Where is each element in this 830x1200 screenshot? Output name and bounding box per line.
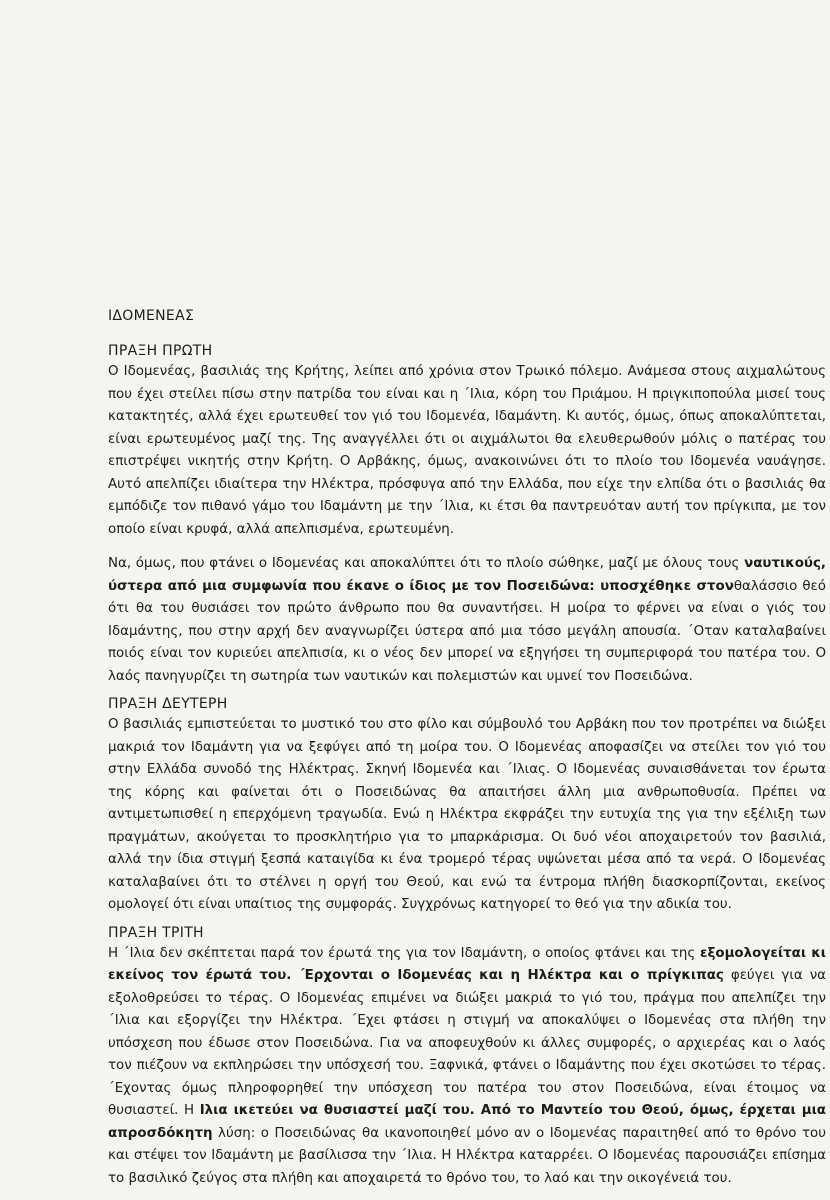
text-run: Η ΄Ιλια δεν σκέπτεται παρά τον έρωτά της για τον Ιδαμάντη, ο οποίος φτάνει και της	[108, 945, 700, 961]
section-2	[108, 694, 826, 923]
document-body	[108, 306, 826, 1190]
text-run: φεύγει για να εξολοθρεύσει το τέρας. Ο Ιδομενέας επιμένει να διώξει μακριά το γιό του, πράγμα που απελπίζει την ΄Ιλια και εξοργίζει την Ηλέκτρα. ΄Εχει φτάσει η στιγμή να αποκαλύψει ο Ιδομενέας στα πλήθη την υπόσχεση που έδωσε στον Ποσειδώνα. Για να αποφευχθούν κι άλλες συμφορές, ο αρχιερέας και ο λαός τον πιέζουν να εκπληρώσει την υπόσχεσή του. Ξαφνικά, φτάνει ο Ιδαμάντης που έχει σκοτώσει το τέρας. ΄Εχοντας όμως πληροφορηθεί την υπόσχεση του πατέρα του στον Ποσειδώνα, είναι έτοιμος να θυσιαστεί. Η	[108, 968, 826, 1118]
text-run: Να, όμως, που φτάνει ο Ιδομενέας και αποκαλύπτει ότι το πλοίο σώθηκε, μαζί με όλους τους	[108, 556, 745, 571]
text-run: Ο Ιδομενέας, βασιλιάς της Κρήτης, λείπει από χρόνια στον Τρωικό πόλεμο. Ανάμεσα στους αιχμαλώτους που έχει στείλει πίσω στην πατρίδα του είναι και η ΄Ιλια, κόρη του Πριάμου. Η πριγκιπoπούλα μισεί τους κατακτητές, αλλά έχει ερωτευθεί τον γιό του Ιδομενέα, Ιδαμάντη. Κι αυτός, όμως, όπως αποκαλύπτεται, είναι ερωτευμένος μαζί της. Της αναγγέλλει ότι οι αιχμάλωτοι θα ελευθερωθούν μόλις ο πατέρας του επιστρέψει νικητής στην Κρήτη. Ο Αρβάκης, όμως, ανακοινώνει ότι το πλοίο του Ιδομενέα ναυάγησε. Αυτό απελπίζει ιδιαίτερα την Ηλέκτρα, πρόσφυγα από την Ελλάδα, που είχε την ελπίδα ότι ο βασιλιάς θα εμπόδιζε τον πιθανό γάμο του Ιδαμάντη με την ΄Ιλια, κι έτσι θα παντρευόταν αυτή τον πρίγκιπα, με τον οποίο είναι κρυφά, αλλά απελπισμένα, ερωτευμένη.	[108, 364, 826, 537]
section-heading: ΠΡΑΞΗ ΤΡΙΤΗ	[108, 924, 204, 941]
bold-text-run: ναυτικούς, ύστερα από μια συμφωνία που έκανε ο ίδιος με τον Ποσειδώνα: υποσχέθηκε στον	[108, 556, 826, 594]
paragraph	[108, 714, 826, 917]
paragraph	[108, 361, 826, 541]
paragraph	[108, 943, 826, 1191]
bold-text-run: εξομολογείται κι εκείνος τον έρωτά του. ΄Ερχονται ο Ιδομενέας και η Ηλέκτρα και ο πρίγκιπας	[108, 945, 826, 983]
text-run: Ο βασιλιάς εμπιστεύεται το μυστικό του στο φίλο και σύμβουλό του Αρβάκη που τον προτρέπει να διώξει μακριά τον Ιδαμάντη για να ξεφύγει από τη μοίρα του. Ο Ιδομενέας αποφασίζει να στείλει τον γιό του στην Ελλάδα συνοδό της Ηλέκτρας. Σκηνή Ιδομενέα και ΄Ιλιας. Ο Ιδομενέας συναισθάνεται τον έρωτα της κόρης και φαίνεται ότι ο Ποσειδώνας θα απαιτήσει άλλη μια ανθρωποθυσία. Πρέπει να αντιμετωπισθεί η επερχόμενη τραγωδία. Ενώ η Ηλέκτρα εκφράζει την ευτυχία της για την εξέλιξη των πραγμάτων, ακούγεται το προσκλητήριο για το μπαρκάρισμα. Οι δυό νέοι αποχαιρετούν τον βασιλιά, αλλά την ίδια στιγμή ξεσπά καταιγίδα κι ένα τρομερό τέρας υψώνεται μέσα από τα νερά. Ο Ιδομενέας καταλαβαίνει ότι το στέλνει η οργή του Θεού, και ενώ τα έντρομα πλήθη διασκορπίζονται, εκείνος ομολογεί ότι είναι υπαίτιος της συμφοράς. Συγχρόνως κατηγορεί το θεό για την αδικία του.	[108, 717, 826, 912]
section-heading: ΠΡΑΞΗ ΠΡΩΤΗ	[108, 343, 213, 359]
bold-text-run: Ιλια ικετεύει να θυσιαστεί μαζί του. Από το Μαντείο του Θεού, όμως, έρχεται μια απροσδόκητη	[108, 1103, 826, 1141]
document-title: ΙΔΟΜΕΝΕΑΣ	[108, 308, 195, 324]
section-3	[108, 923, 826, 1191]
paragraph	[108, 553, 826, 688]
section-heading: ΠΡΑΞΗ ΔΕΥΤΕΡΗ	[108, 696, 228, 712]
text-run: λύση: ο Ποσειδώνας θα ικανοποιηθεί μόνο αν ο Ιδομενέας παραιτηθεί από το θρόνο του και στέψει τον Ιδαμάντη με βασίλισσα την ΄Ιλια. Η Ηλέκτρα καταρρέει. Ο Ιδομενέας παρουσιάζει επίσημα το βασιλικό ζεύγος στα πλήθη και αποχαιρετά το θρόνο του, το λαό και την οικογένειά του.	[108, 1125, 826, 1186]
section-1	[108, 341, 826, 694]
text-run: θαλάσσιο θεό ότι θα του θυσιάσει τον πρώτο άνθρωπο που θα συναντήσει. Η μοίρα το φέρνει να είναι ο γιός του Ιδαμάντης, που στην αρχή δεν αναγνωρίζει ύστερα από μια τόσο μεγάλη απουσία. ΄Οταν καταλαβαίνει ποιός είναι τον κυριεύει απελπισία, κι ο νέος δεν μπορεί να εξηγήσει τη συμπεριφορά του πατέρα του. Ο λαός πανηγυρίζει τη σωτηρία των ναυτικών και πολεμιστών και υμνεί τον Ποσειδώνα.	[108, 578, 826, 684]
